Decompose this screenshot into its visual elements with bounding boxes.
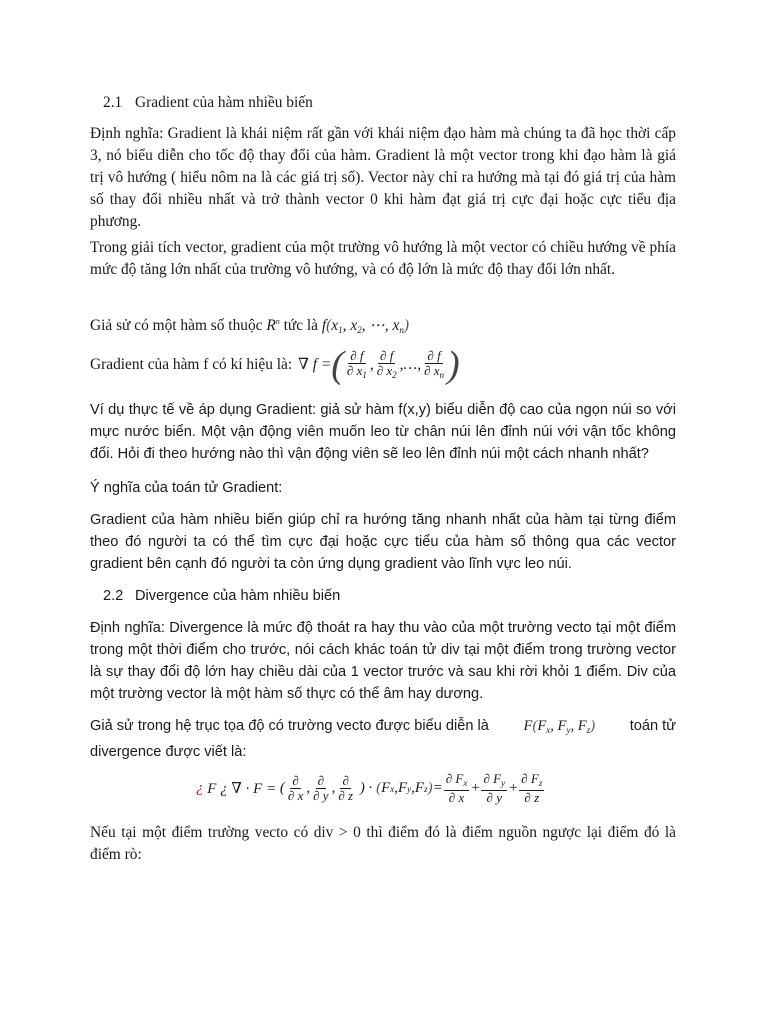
paragraph-gradient-meaning: Gradient của hàm nhiều biến giúp chỉ ra hướng tăng nhanh nhất của hàm tại từng điểm theo đó người ta có thể tìm cực đại hoặc cực tiểu của hàm số thông qua các vector gradient bên cạnh đó người ta còn ứng dụng gradient vào lĩnh vực leo núi. [90, 512, 676, 572]
paragraph-gradient-definition: Định nghĩa: Gradient là khái niệm rất gần với khái niệm đạo hàm mà chúng ta đã học thời cấp 3, nó biểu diễn cho tốc độ thay đổi của hàm. Gradient là một vector trong khi đạo hàm là giá trị vô hướng ( hiểu nôm na là các giá trị số). Vector này chỉ ra hướng mà tại đó giá trị của hàm số thay đổi nhiều nhất và trở thành vector 0 khi hàm đạt giá trị cực đại hoặc cực tiểu địa phương. [90, 125, 676, 230]
paragraph-gradient-meaning-title: Ý nghĩa của toán tử Gradient: [90, 480, 283, 496]
gradient-notation-line: Gradient của hàm f có kí hiệu là: ∇ f = ( $\frac{\partial f}{\partial x_1}$ , $\frac{\partial f}{\partial x_2}$ ,…, $\frac{\partial f}{\partial x_n}$ ) [90, 344, 460, 386]
gradient-formula: ∇ f = ( $\frac{\partial f}{\partial x_1}$ , $\frac{\partial f}{\partial x_2}$ ,…, $\frac{\partial f}{\partial x_n}$ ) [298, 344, 460, 386]
function-domain-line: Giả sử có một hàm số thuộc $R^n$ tức là $f(x_1$, $x_2$, ⋯, $x_n$) [90, 317, 409, 335]
section-title: Divergence của hàm nhiều biến [135, 588, 341, 604]
vector-field-notation: $F(F_x$, $F_y$, $F_z$) [523, 718, 596, 735]
paragraph-gradient-vector-calculus: Trong giải tích vector, gradient của một trường vô hướng là một vector có chiều hướng về phía mức độ tăng lớn nhất của trường vô hướng, và có độ lớn là mức độ thay đổi lớn nhất. [90, 239, 676, 278]
section-title: Gradient của hàm nhiều biến [135, 94, 313, 111]
function-notation: $f(x_1$, $x_2$, ⋯, $x_n$) [321, 317, 409, 335]
section-heading-2-1 [103, 92, 313, 114]
real-space-symbol: $R^n$ [266, 317, 280, 334]
section-number: 2.1 [103, 94, 123, 111]
paragraph-divergence-source-sink: Nếu tại một điểm trường vecto có div > 0 thì điểm đó là điểm nguồn ngược lại điểm đó là điểm rò: [90, 824, 676, 863]
divergence-formula: ¿ F ¿ ∇ · F = ( $\frac{\partial}{\partial x}$ , $\frac{\partial}{\partial y}$ , $\frac{\partial}{\partial z}$ ) · ( F x , F y , F z ) = $\frac{\partial F_x}{\partial x}$ + $\frac{\partial F_y}{\partial y}$ + $\frac{\partial F_z}{\partial z}$ [196, 771, 543, 805]
section-number: 2.2 [103, 588, 124, 604]
section-heading-2-2 [103, 585, 340, 607]
paragraph-divergence-definition: Định nghĩa: Divergence là mức độ thoát ra hay thu vào của một trường vecto tại một điểm trong một thời điểm cho trước, nói cách khác toán tử div tại một điểm trong trường vector là sự thay đổi độ lớn hay chiều dài của 1 vector trước và sau khi rời khỏi 1 điểm. Div của một trường vector là một hàm số thực có thể âm hay dương. [90, 620, 676, 702]
paragraph-gradient-example: Ví dụ thực tế về áp dụng Gradient: giả sử hàm f(x,y) biểu diễn độ cao của ngọn núi so với mực nước biển. Một vận động viên muốn leo từ chân núi lên đỉnh núi với vận tốc không đổi. Hỏi đi theo hướng nào thì vận động viên sẽ leo lên đỉnh núi một cách nhanh nhất? [90, 402, 676, 462]
paragraph-vector-field: Giả sử trong hệ trục tọa độ có trường vecto được biểu diễn là $F(F_x$, $F_y$, $F_z$) toán tử divergence được viết là: [90, 715, 676, 763]
